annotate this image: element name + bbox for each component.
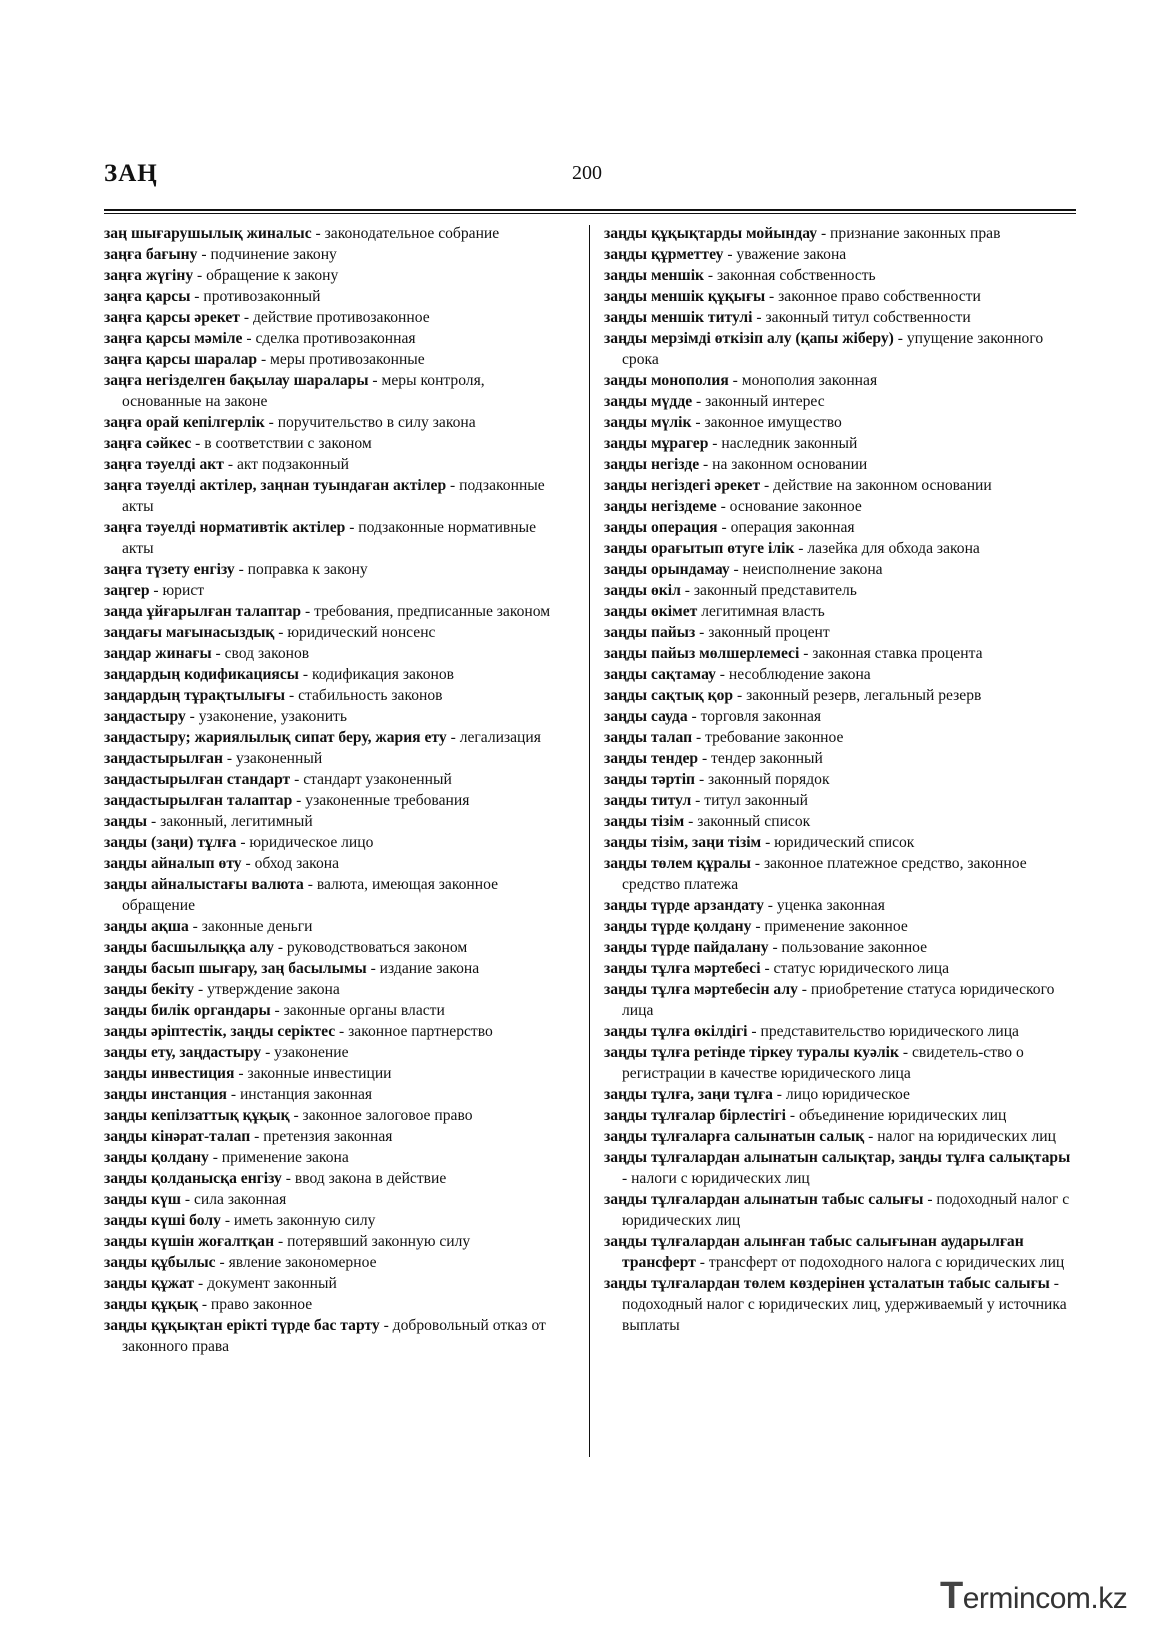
entry-definition: - лицо юридическое (772, 1086, 910, 1103)
entry-term: заңға қарсы мәміле (104, 330, 243, 347)
entry-definition: - меры противозаконные (257, 351, 425, 368)
dictionary-entry (604, 1042, 1078, 1084)
dictionary-entry (604, 559, 1078, 580)
dictionary-entry (604, 286, 1078, 307)
dictionary-entry (104, 937, 566, 958)
entry-definition: - свидетель-ство о регистрации в качестве юридического лица (622, 1044, 1024, 1082)
entry-definition: - кодификация законов (298, 666, 455, 683)
entry-definition: - потерявший законную силу (274, 1233, 471, 1250)
dictionary-entry (604, 223, 1078, 244)
entry-term: заңды кепілзаттық құқық (104, 1107, 290, 1124)
dictionary-entry (104, 706, 566, 727)
entry-term: заңға негізделген бақылау шаралары (104, 372, 369, 389)
entry-term: заңға тәуелді акт (104, 456, 224, 473)
entry-term: заңды пайыз мөлшерлемесі (604, 645, 800, 662)
entry-definition: - претензия законная (250, 1128, 393, 1145)
dictionary-entry (604, 937, 1078, 958)
dictionary-entry (104, 475, 566, 517)
entry-term: заңды құрметтеу (604, 246, 724, 263)
entry-definition: - валюта, имеющая законное обращение (122, 876, 499, 914)
entry-term: заңды құқықтарды мойындау (604, 225, 818, 242)
entry-definition: - утверждение закона (194, 981, 340, 998)
dictionary-entry (104, 727, 566, 748)
entry-term: заңды тізім (604, 813, 685, 830)
entry-term: заңға қарсы әрекет (104, 309, 240, 326)
entry-definition: - законный интерес (692, 393, 825, 410)
entry-term: заңды меншік титулі (604, 309, 753, 326)
entry-definition: - законодательное собрание (311, 225, 500, 242)
entry-term: заңды тұлғаларға салынатын салық (604, 1128, 865, 1145)
entry-term: заңды мұрагер (604, 435, 709, 452)
entry-term: заңды түрде арзандату (604, 897, 764, 914)
entry-definition: - явление закономерное (215, 1254, 377, 1271)
entry-term: заңды негіздеме (604, 498, 717, 515)
entry-term: заңды тұлға мәртебесін алу (604, 981, 798, 998)
entry-term: заңды операция (604, 519, 718, 536)
entry-term: заңға тәуелді нормативтік актілер (104, 519, 346, 536)
entry-term: заңдар жинағы (104, 645, 212, 662)
entry-definition: - меры контроля, основанные на законе (122, 372, 485, 410)
dictionary-entry (104, 685, 566, 706)
entry-definition: - узаконенный (222, 750, 323, 767)
dictionary-entry (604, 916, 1078, 937)
entry-term: заңды негіздегі әрекет (604, 477, 761, 494)
entry-term: заңды күші болу (104, 1212, 221, 1229)
dictionary-entry (104, 916, 566, 937)
entry-definition: - подоходный налог с юридических лиц, удерживаемый у источника выплаты (622, 1275, 1067, 1334)
entry-definition: - законные деньги (188, 918, 313, 935)
entry-definition: - стандарт узаконенный (290, 771, 452, 788)
entry-term: заңды әріптестік, заңды серіктес (104, 1023, 336, 1040)
dictionary-entry (104, 1063, 566, 1084)
dictionary-entry (104, 853, 566, 874)
dictionary-entry (104, 433, 566, 454)
entry-term: заңды түрде пайдалану (604, 939, 769, 956)
entry-term: заңды тұлға өкілдігі (604, 1023, 748, 1040)
entry-definition: - юридическое лицо (236, 834, 374, 851)
entry-term: заңды тұлға ретінде тіркеу туралы куәлік (604, 1044, 899, 1061)
entry-definition: - законное право собственности (765, 288, 981, 305)
dictionary-entry (604, 643, 1078, 664)
entry-term: заңды меншік (604, 267, 705, 284)
dictionary-entry (604, 265, 1078, 286)
entry-term: заңды ету, заңдастыру (104, 1044, 262, 1061)
entry-term: заңды меншік құқығы (604, 288, 766, 305)
dictionary-entry (104, 412, 566, 433)
dictionary-entry (604, 622, 1078, 643)
dictionary-entry (104, 559, 566, 580)
entry-definition: - статус юридического лица (760, 960, 950, 977)
entry-definition: - на законном основании (699, 456, 868, 473)
entry-definition: - узаконенные требования (292, 792, 470, 809)
dictionary-entry (604, 1189, 1078, 1231)
entry-term: заңды монополия (604, 372, 729, 389)
entry-definition: - основание законное (716, 498, 862, 515)
entry-term: заңға қарсы шаралар (104, 351, 258, 368)
dictionary-entry (104, 370, 566, 412)
left-column (104, 223, 566, 1357)
entry-term: заңды айналыстағы валюта (104, 876, 304, 893)
entry-definition: - законный список (684, 813, 811, 830)
header-rule (104, 209, 1076, 211)
entry-definition: - руководствоваться законом (273, 939, 468, 956)
dictionary-entry (104, 286, 566, 307)
page-number: 200 (572, 162, 602, 184)
entry-term: заңды тұлға, заңи тұлға (604, 1086, 773, 1103)
entry-term: заңды инстанция (104, 1086, 227, 1103)
dictionary-entry (604, 979, 1078, 1021)
entry-term: заңды тұлғалардан алынған табыс салығынан аударылған трансферт (604, 1233, 1024, 1271)
dictionary-entry (104, 643, 566, 664)
dictionary-entry (104, 1210, 566, 1231)
entry-term: заңдастыру; жариялылық сипат беру, жария ету (104, 729, 447, 746)
dictionary-entry (104, 769, 566, 790)
page-headword: ЗАҢ (104, 160, 158, 187)
watermark-text: ermincom.kz (962, 1582, 1128, 1615)
dictionary-entry (104, 328, 566, 349)
dictionary-entry (604, 517, 1078, 538)
entry-term: заңды тұлғалар бірлестігі (604, 1107, 786, 1124)
entry-definition: - узаконение (261, 1044, 349, 1061)
dictionary-entry (604, 328, 1078, 370)
header-rule-thin (104, 213, 1076, 214)
entry-definition: - упущение законного срока (622, 330, 1044, 368)
dictionary-entry (604, 811, 1078, 832)
dictionary-entry (604, 370, 1078, 391)
entry-term: заңды өкімет (604, 603, 698, 620)
dictionary-entry (104, 1084, 566, 1105)
dictionary-entry (104, 601, 566, 622)
entry-term: заңды төлем құралы (604, 855, 751, 872)
entry-definition: - подоходный налог с юридических лиц (622, 1191, 1070, 1229)
dictionary-entry (104, 349, 566, 370)
dictionary-entry (604, 391, 1078, 412)
entry-term: заңға бағыну (104, 246, 198, 263)
dictionary-entry (104, 664, 566, 685)
entry-definition: - законное платежное средство, законное средство платежа (622, 855, 1027, 893)
dictionary-entry (104, 580, 566, 601)
entry-term: заңды билік органдары (104, 1002, 271, 1019)
entry-definition: - право законное (197, 1296, 313, 1313)
entry-definition: - несоблюдение закона (715, 666, 871, 683)
entry-term: заңға түзету енгізу (104, 561, 235, 578)
entry-definition: - поручительство в силу закона (264, 414, 476, 431)
dictionary-entry (604, 853, 1078, 895)
entry-definition: - неисполнение закона (729, 561, 883, 578)
entry-term: заңды құбылыс (104, 1254, 216, 1271)
dictionary-entry (604, 496, 1078, 517)
dictionary-entry (604, 580, 1078, 601)
entry-definition: - трансферт от подоходного налога с юридических лиц (695, 1254, 1065, 1271)
entry-term: заңды кінәрат-талап (104, 1128, 251, 1145)
entry-term: заңды бекіту (104, 981, 195, 998)
dictionary-entry (104, 979, 566, 1000)
entry-term: заңды пайыз (604, 624, 696, 641)
entry-definition: - противозаконный (190, 288, 321, 305)
entry-term: заңды тендер (604, 750, 699, 767)
dictionary-entry (604, 412, 1078, 433)
entry-term: заңды тұлғалардан алынатын салықтар, заңды тұлға салықтары (604, 1149, 1071, 1166)
entry-term: заңды мүдде (604, 393, 693, 410)
entry-definition: - законный титул собственности (752, 309, 971, 326)
dictionary-entry (604, 706, 1078, 727)
entry-term: заңды тұлғалардан алынатын табыс салығы (604, 1191, 924, 1208)
entry-term: заңды орағытып өтуге ілік (604, 540, 795, 557)
entry-term: заңды сақтамау (604, 666, 716, 683)
entry-definition: - добровольный отказ от законного права (122, 1317, 546, 1355)
entry-term: заңдардың кодификациясы (104, 666, 299, 683)
dictionary-entry (604, 1105, 1078, 1126)
dictionary-entry (104, 1126, 566, 1147)
entry-term: заңды күш (104, 1191, 181, 1208)
dictionary-entry (604, 958, 1078, 979)
entry-definition: - торговля законная (687, 708, 822, 725)
entry-term: заңға жүгіну (104, 267, 194, 284)
entry-term: заңды басшылыққа алу (104, 939, 274, 956)
dictionary-entry (104, 1294, 566, 1315)
entry-definition: - объединение юридических лиц (785, 1107, 1007, 1124)
dictionary-entry (604, 1084, 1078, 1105)
entry-term: заңды күшін жоғалтқан (104, 1233, 275, 1250)
dictionary-entry (604, 454, 1078, 475)
entry-term: заңды құжат (104, 1275, 195, 1292)
entry-term: заңдардың тұрақтылығы (104, 687, 286, 704)
entry-term: заңды өкіл (604, 582, 681, 599)
dictionary-entry (104, 265, 566, 286)
dictionary-entry (604, 601, 1078, 622)
entry-term: заңды қолданысқа енгізу (104, 1170, 282, 1187)
entry-definition: - юрист (149, 582, 205, 599)
dictionary-entry (604, 433, 1078, 454)
entry-definition: - свод законов (211, 645, 310, 662)
dictionary-entry (604, 685, 1078, 706)
entry-definition: - стабильность законов (285, 687, 443, 704)
entry-definition: - издание закона (366, 960, 480, 977)
entry-term: заңдастыру (104, 708, 186, 725)
entry-term: заңды басып шығару, заң басылымы (104, 960, 367, 977)
entry-definition: - применение закона (208, 1149, 349, 1166)
entry-definition: - приобретение статуса юридического лица (622, 981, 1055, 1019)
entry-term: заңды (заңи) тұлға (104, 834, 237, 851)
dictionary-entry (604, 1273, 1078, 1336)
dictionary-entry (104, 1315, 566, 1357)
entry-term: заңға орай кепілгерлік (104, 414, 265, 431)
entry-term: заңды инвестиция (104, 1065, 235, 1082)
entry-term: заңды құқықтан ерікті түрде бас тарту (104, 1317, 380, 1334)
dictionary-entry (604, 832, 1078, 853)
dictionary-entry (104, 1042, 566, 1063)
entry-definition: - законный, легитимный (147, 813, 313, 830)
entry-definition: - налог на юридических лиц (864, 1128, 1056, 1145)
entry-term: заңды сақтық қор (604, 687, 734, 704)
dictionary-entry (104, 1168, 566, 1189)
entry-definition: - документ законный (194, 1275, 337, 1292)
entry-term: заңға сәйкес (104, 435, 192, 452)
dictionary-entry (104, 1147, 566, 1168)
entry-term: заңды талап (604, 729, 693, 746)
dictionary-entry (104, 622, 566, 643)
entry-definition: - монополия законная (728, 372, 878, 389)
dictionary-entry (104, 874, 566, 916)
dictionary-entry (604, 538, 1078, 559)
entry-term: заңды тұлға мәртебесі (604, 960, 761, 977)
entry-definition: - в соответствии с законом (191, 435, 372, 452)
entry-definition: - законное имущество (691, 414, 842, 431)
entry-term: заңды қолдану (104, 1149, 209, 1166)
entry-term: заң шығарушылық жиналыс (104, 225, 312, 242)
entry-term: заңдастырылған (104, 750, 223, 767)
entry-term: заңды құқық (104, 1296, 198, 1313)
entry-term: заңды орындамау (604, 561, 730, 578)
entry-definition: - наследник законный (708, 435, 858, 452)
entry-definition: - тендер законный (698, 750, 823, 767)
dictionary-entry (604, 727, 1078, 748)
dictionary-entry (604, 1231, 1078, 1273)
entry-definition: - применение законное (751, 918, 908, 935)
entry-definition: - уценка законная (763, 897, 885, 914)
entry-definition: - законный резерв, легальный резерв (733, 687, 982, 704)
entry-definition: - сила законная (180, 1191, 287, 1208)
dictionary-entry (604, 475, 1078, 496)
dictionary-entry (604, 790, 1078, 811)
entry-definition: - обход закона (241, 855, 340, 872)
entry-definition: - лазейка для обхода закона (794, 540, 980, 557)
entry-definition: - титул законный (691, 792, 808, 809)
entry-definition: - иметь законную силу (220, 1212, 376, 1229)
entry-definition: - узаконение, узаконить (185, 708, 347, 725)
entry-term: заңдағы мағынасыздық (104, 624, 275, 641)
entry-term: заңды (104, 813, 148, 830)
entry-definition: - операция законная (717, 519, 855, 536)
dictionary-entry (104, 307, 566, 328)
entry-term: заңды тізім, заңи тізім (604, 834, 762, 851)
dictionary-entry (104, 832, 566, 853)
termincom-watermark (940, 1575, 1127, 1618)
dictionary-entry (104, 958, 566, 979)
entry-definition: - уважение закона (723, 246, 847, 263)
dictionary-entry (104, 1021, 566, 1042)
entry-definition: - налоги с юридических лиц (622, 1170, 810, 1187)
entry-definition: - законный представитель (680, 582, 857, 599)
dictionary-entry (104, 1105, 566, 1126)
entry-term: заңды титул (604, 792, 692, 809)
dictionary-entry (604, 1021, 1078, 1042)
entry-term: заңды негізде (604, 456, 700, 473)
entry-definition: - инстанция законная (226, 1086, 373, 1103)
entry-definition: - требование законное (692, 729, 844, 746)
entry-definition: - сделка противозаконная (242, 330, 416, 347)
entry-term: заңды сауда (604, 708, 688, 725)
dictionary-entry (104, 811, 566, 832)
dictionary-entry (604, 748, 1078, 769)
dictionary-entry (104, 454, 566, 475)
column-divider (589, 225, 590, 1457)
entry-definition: - законные инвестиции (234, 1065, 392, 1082)
entry-term: заңдастырылған талаптар (104, 792, 293, 809)
dictionary-entry (104, 790, 566, 811)
entry-term: заңды мүлік (604, 414, 692, 431)
dictionary-entry (104, 1273, 566, 1294)
entry-definition: - законный процент (695, 624, 830, 641)
entry-definition: - подчинение закону (197, 246, 337, 263)
entry-definition: - признание законных прав (817, 225, 1001, 242)
right-column (604, 223, 1078, 1336)
entry-definition: - действие противозаконное (239, 309, 430, 326)
entry-definition: - юридический нонсенс (274, 624, 436, 641)
entry-definition: - легализация (446, 729, 541, 746)
dictionary-entry (104, 1231, 566, 1252)
entry-term: заңды айналып өту (104, 855, 242, 872)
entry-term: заңды тұлғалардан төлем көздерінен ұсталатын табыс салығы (604, 1275, 1050, 1292)
entry-definition: - законное партнерство (335, 1023, 493, 1040)
entry-definition: - ввод закона в действие (281, 1170, 447, 1187)
dictionary-entry (604, 895, 1078, 916)
dictionary-entry (104, 748, 566, 769)
entry-term: заңды ақша (104, 918, 189, 935)
entry-definition: - юридический список (761, 834, 915, 851)
entry-term: заңда ұйғарылған талаптар (104, 603, 302, 620)
watermark-first-letter: T (940, 1575, 963, 1617)
entry-term: заңды тәртіп (604, 771, 696, 788)
dictionary-entry (604, 769, 1078, 790)
dictionary-entry (604, 307, 1078, 328)
dictionary-entry (104, 517, 566, 559)
entry-definition: - законное залоговое право (289, 1107, 473, 1124)
entry-term: заңдастырылған стандарт (104, 771, 291, 788)
entry-definition: - акт подзаконный (223, 456, 349, 473)
dictionary-entry (104, 244, 566, 265)
entry-definition: легитимная власть (697, 603, 825, 620)
entry-definition: - подзаконные акты (122, 477, 545, 515)
entry-definition: - поправка к закону (234, 561, 368, 578)
entry-definition: - действие на законном основании (760, 477, 992, 494)
entry-term: заңды мерзімді өткізіп алу (қапы жіберу) (604, 330, 894, 347)
entry-definition: - требования, предписанные законом (301, 603, 551, 620)
entry-term: заңға қарсы (104, 288, 191, 305)
entry-term: заңгер (104, 582, 150, 599)
dictionary-entry (104, 1000, 566, 1021)
dictionary-entry (604, 1126, 1078, 1147)
dictionary-entry (104, 1252, 566, 1273)
entry-definition: - пользование законное (768, 939, 928, 956)
entry-definition: - обращение к закону (193, 267, 339, 284)
entry-term: заңды түрде қолдану (604, 918, 752, 935)
entry-definition: - законная собственность (704, 267, 876, 284)
entry-definition: - представительство юридического лица (747, 1023, 1019, 1040)
dictionary-entry (604, 244, 1078, 265)
dictionary-entry (604, 664, 1078, 685)
dictionary-entry (104, 223, 566, 244)
entry-definition: - подзаконные нормативные акты (122, 519, 537, 557)
dictionary-entry (604, 1147, 1078, 1189)
entry-term: заңға тәуелді актілер, заңнан туындаған актілер (104, 477, 447, 494)
entry-definition: - законные органы власти (270, 1002, 445, 1019)
entry-definition: - законная ставка процента (799, 645, 983, 662)
entry-definition: - законный порядок (695, 771, 830, 788)
dictionary-entry (104, 1189, 566, 1210)
